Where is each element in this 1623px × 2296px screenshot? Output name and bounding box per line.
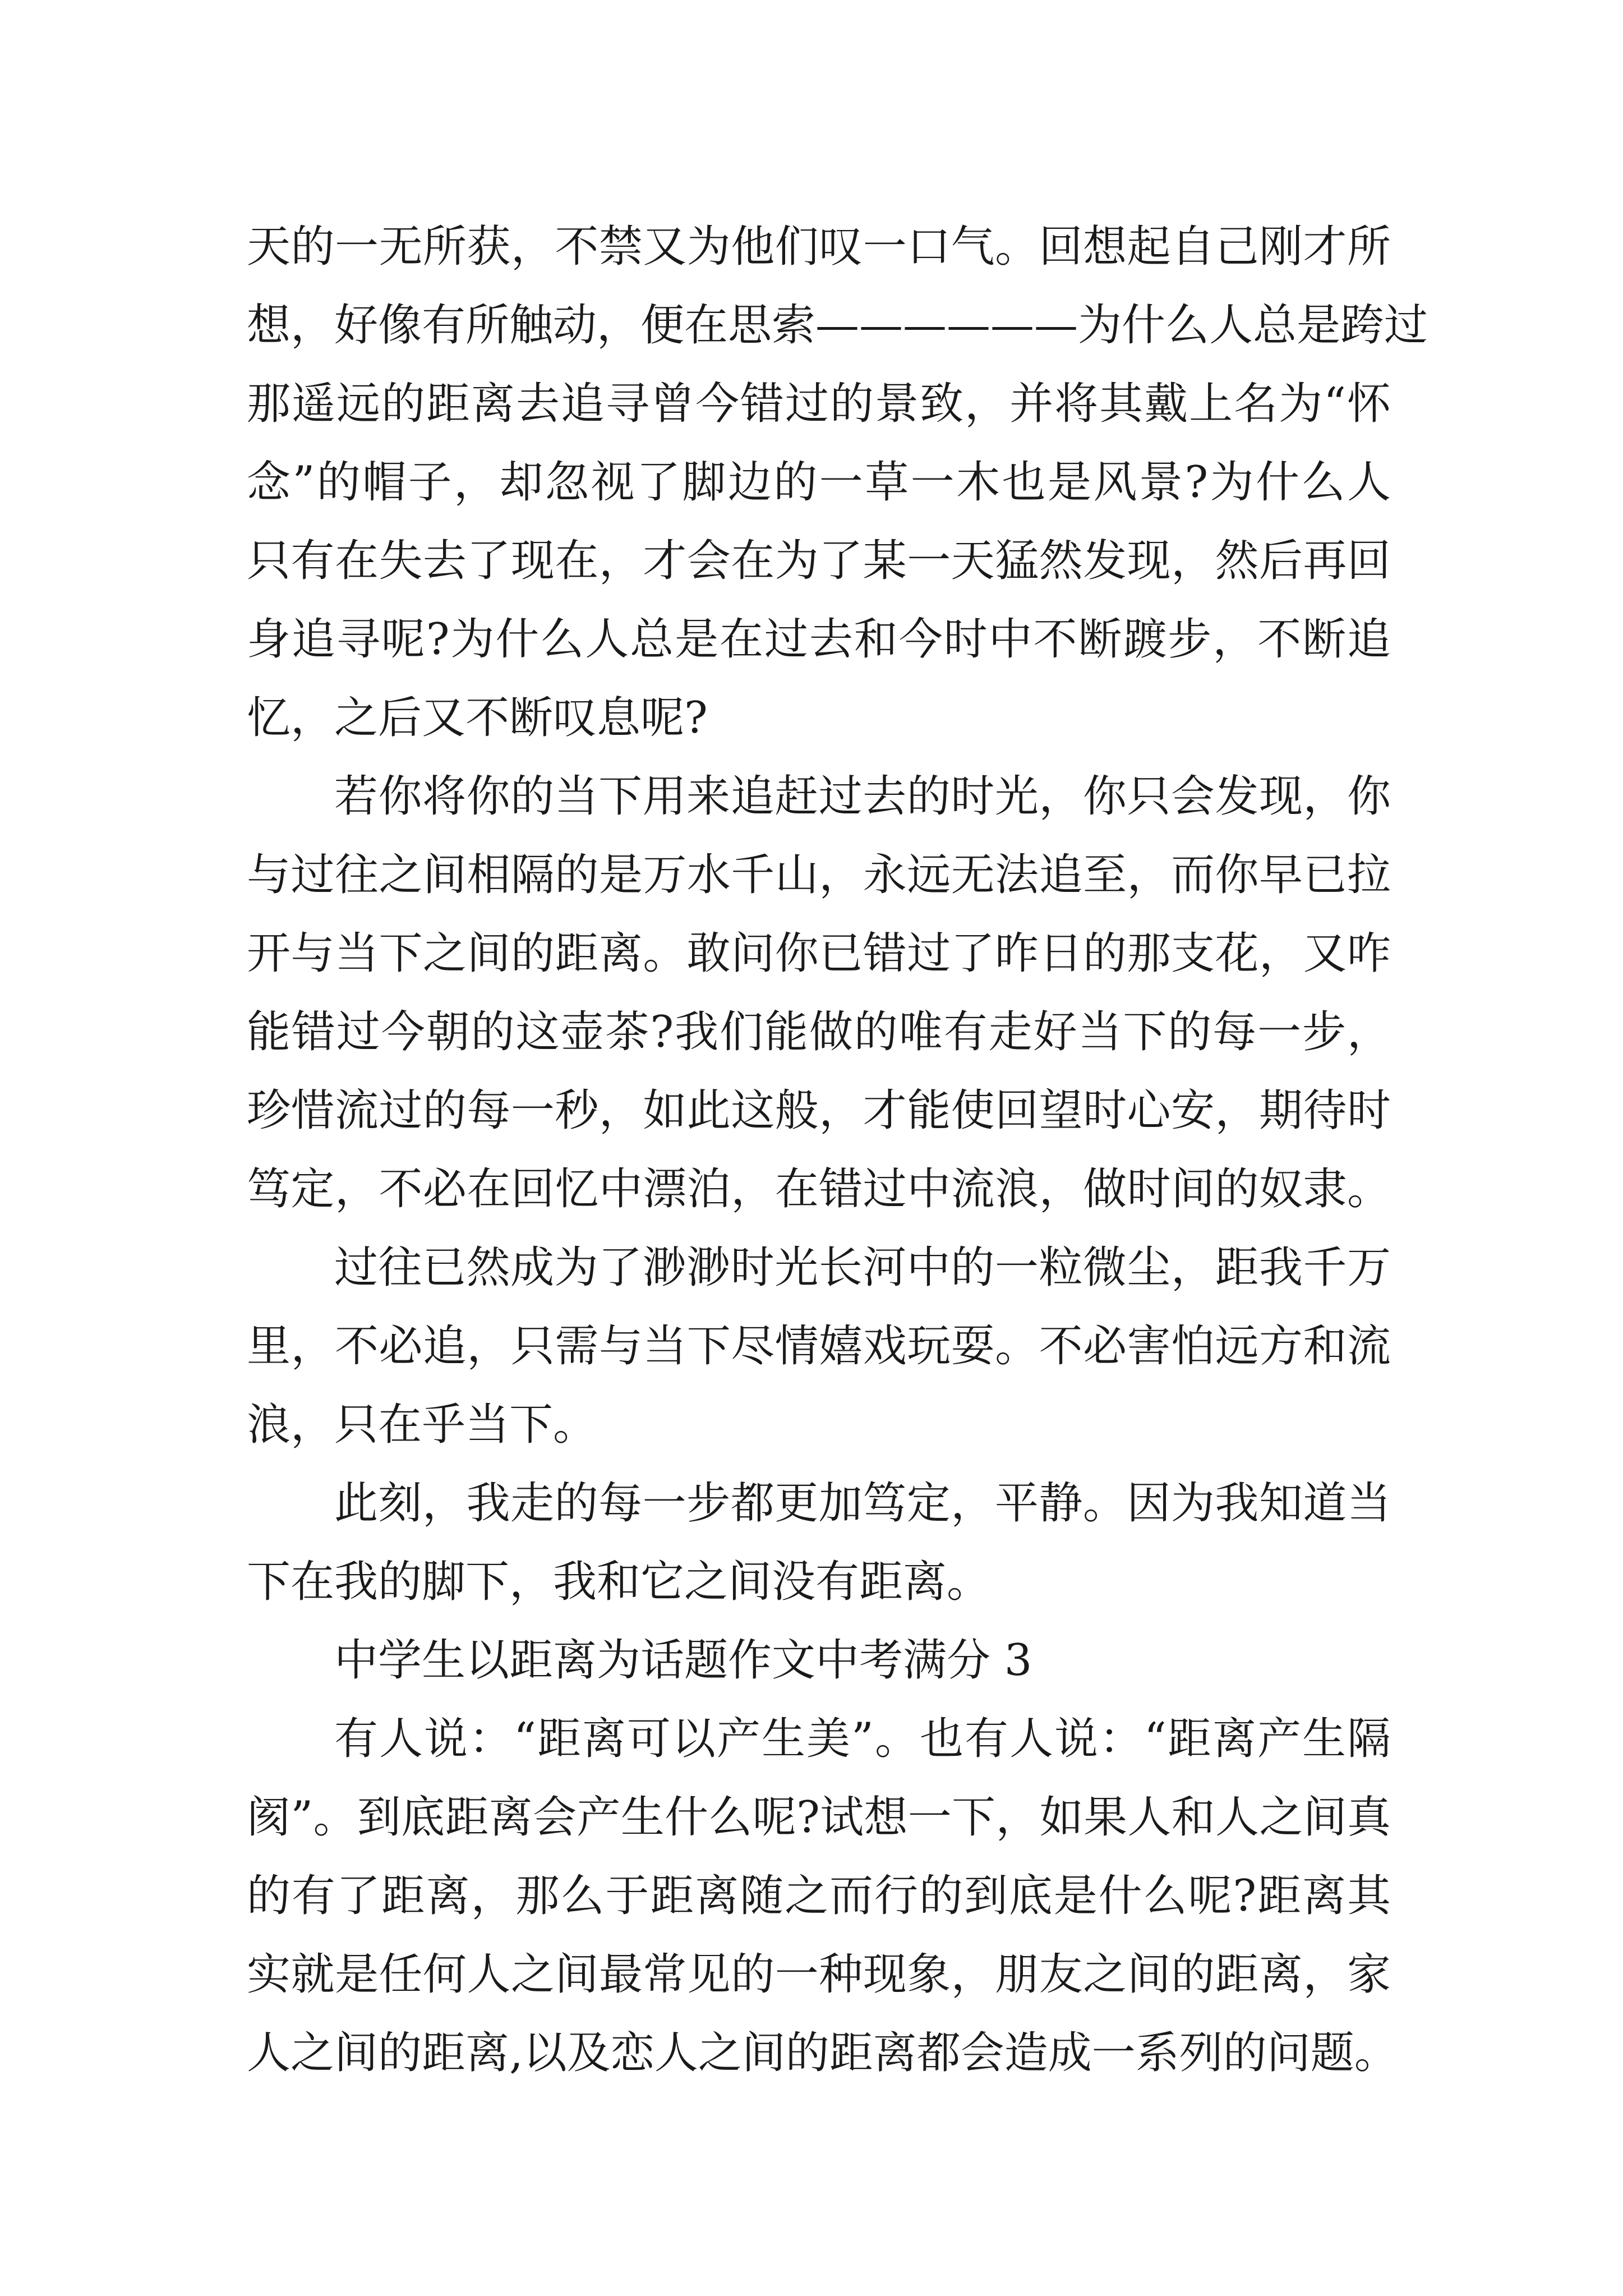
text-line: 念”的帽子，却忽视了脚边的一草一木也是风景?为什么人 xyxy=(247,457,1391,508)
text-line: 人之间的距离,以及恋人之间的距离都会造成一系列的问题。 xyxy=(247,2028,1398,2078)
text-line: 下在我的脚下，我和它之间没有距离。 xyxy=(247,1557,991,1607)
text-line: 实就是任何人之间最常见的一种现象，朋友之间的距离，家 xyxy=(247,1949,1391,2000)
paragraph-first-line: 若你将你的当下用来追赶过去的时光，你只会发现，你 xyxy=(334,771,1391,822)
text-line: 只有在失去了现在，才会在为了某一天猛然发现，然后再回 xyxy=(247,536,1391,586)
text-line: 想，好像有所触动，便在思索——————为什么人总是跨过 xyxy=(247,300,1428,351)
text-line: 笃定，不必在回忆中漂泊，在错过中流浪，做时间的奴隶。 xyxy=(247,1164,1391,1214)
text-line: 忆，之后又不断叹息呢? xyxy=(247,693,708,743)
text-line: 阂”。到底距离会产生什么呢?试想一下，如果人和人之间真 xyxy=(247,1792,1391,1843)
text-line: 浪，只在乎当下。 xyxy=(247,1400,597,1450)
text-line: 开与当下之间的距离。敢问你已错过了昨日的那支花，又咋 xyxy=(247,928,1391,979)
text-line: 与过往之间相隔的是万水千山，永远无法追至，而你早已拉 xyxy=(247,850,1391,900)
section-heading: 中学生以距离为话题作文中考满分 3 xyxy=(334,1635,1032,1686)
paragraph-first-line: 有人说：“距离可以产生美”。也有人说：“距离产生隔 xyxy=(334,1714,1391,1764)
text-line: 珍惜流过的每一秒，如此这般，才能使回望时心安，期待时 xyxy=(247,1085,1391,1136)
text-line: 身追寻呢?为什么人总是在过去和今时中不断踱步，不断追 xyxy=(247,614,1391,665)
text-line: 能错过今朝的这壶茶?我们能做的唯有走好当下的每一步， xyxy=(247,1007,1391,1057)
text-line: 那遥远的距离去追寻曾今错过的景致，并将其戴上名为“怀 xyxy=(247,379,1391,429)
paragraph-first-line: 此刻，我走的每一步都更加笃定，平静。因为我知道当 xyxy=(334,1478,1391,1529)
text-line: 天的一无所获，不禁又为他们叹一口气。回想起自己刚才所 xyxy=(247,222,1391,272)
text-line: 里，不必追，只需与当下尽情嬉戏玩耍。不必害怕远方和流 xyxy=(247,1321,1391,1372)
text-line: 的有了距离，那么于距离随之而行的到底是什么呢?距离其 xyxy=(247,1871,1391,1921)
paragraph-first-line: 过往已然成为了渺渺时光长河中的一粒微尘，距我千万 xyxy=(334,1243,1391,1293)
